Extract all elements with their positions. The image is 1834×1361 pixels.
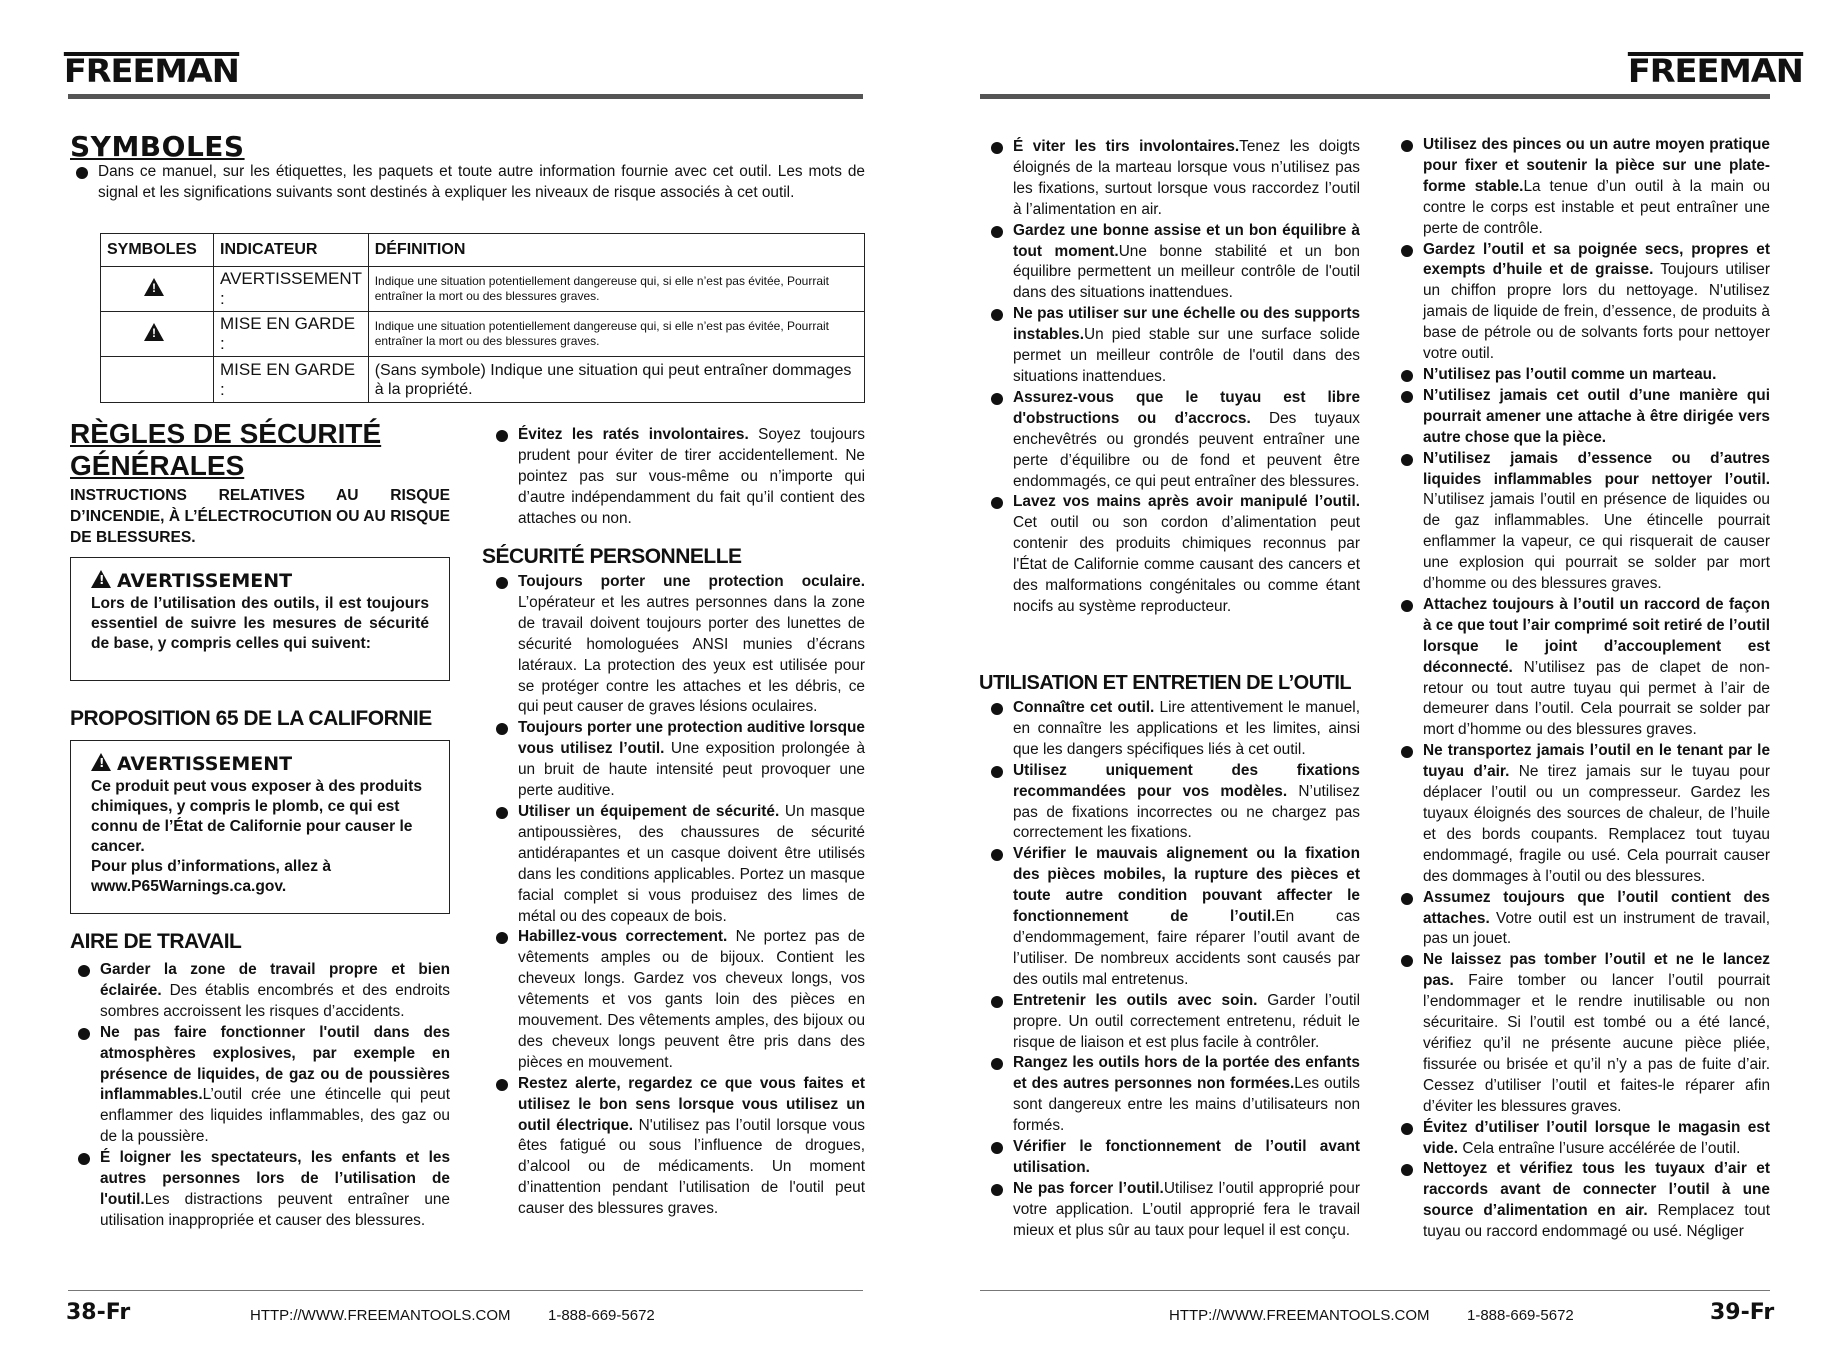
list-item (985, 492, 1360, 617)
list-item-text: Toujours utiliser un chiffon propre lors du nettoyage. N'utilisez jamais de liquide de frein, d’essence, de produits à base de pétrole ou de solvants forts pour nettoyer votre outil. (1423, 261, 1770, 363)
list-item (490, 1074, 865, 1220)
list-item-bold: Connaître cet outil. (1013, 699, 1155, 716)
indicator-cell: MISE EN GARDE : (214, 312, 369, 357)
list-item (1395, 1159, 1770, 1243)
list-item (985, 221, 1360, 305)
table-header: DÉFINITION (368, 234, 864, 267)
list-item (490, 802, 865, 927)
list-item-text: Un pied stable sur une surface solide permet un meilleur contrôle de l'outil dans des situations inattendues. (1013, 326, 1360, 385)
symboles-title: SYMBOLES (70, 130, 245, 163)
warning-triangle-icon (91, 753, 111, 771)
list-item-bold: Ne pas faire fonctionner l'outil dans des atmosphères explosives, par exemple en présence de liquides, de gaz ou de poussières inflammables. (100, 1023, 450, 1104)
list-item-bold: Ne pas utiliser sur une échelle ou des supports instables. (1013, 305, 1360, 344)
footer-phone: 1-888-669-5672 (548, 1307, 655, 1324)
list-item (985, 1179, 1360, 1242)
list-item-text: Lire attentivement le manuel, en connaître les applications et les limites, ainsi que les dangers spécifiques liés à cet outil. (1013, 699, 1360, 758)
list-item (490, 718, 865, 802)
warning-box (70, 557, 450, 681)
list-item (1395, 950, 1770, 1117)
list-item-bold: Ne laissez pas tomber l’outil et ne le lancez pas. (1423, 951, 1770, 990)
symbols-table (100, 233, 865, 403)
list-item (72, 960, 450, 1023)
list-item-text: Les outils sont dangereux entre les mains d’utilisateurs non formés. (1013, 1075, 1360, 1135)
footer-rule (980, 1290, 1770, 1291)
list-item (985, 388, 1360, 493)
list-item-text: N’utilisez pas de fixations incorrectes ou ne chargez pas correctement les fixations. (1013, 782, 1360, 842)
list-item-text: Une exposition prolongée à un bruit de haute intensité peut provoquer une perte auditive. (518, 740, 866, 800)
symboles-intro: Dans ce manuel, sur les étiquettes, les paquets et toute autre information fournie avec cet outil. Les mots de signal et les significations suivants sont destinés à expliquer les niveaux de risque associés à cet outil. (70, 162, 865, 204)
list-item-text: Garder l’outil propre. Un outil correctement entretenu, réduit le risque de liaison et est plus facile à contrôler. (1013, 991, 1360, 1051)
list-item-bold: N’utilisez jamais cet outil d’une manière qui pourrait amener une attache à être dirigée vers autre chose que la pièce. (1423, 386, 1770, 446)
definition-cell: Indique une situation potentiellement dangereuse qui, si elle n’est pas évitée, Pourrait entraîner la mort ou des blessures graves. (368, 312, 864, 357)
footer-phone: 1-888-669-5672 (1467, 1307, 1574, 1324)
list-item (1395, 386, 1770, 449)
indicator-cell: MISE EN GARDE : (214, 357, 369, 403)
list-item-text: Des établis encombrés et des endroits sombres accroissent les risques d’accidents. (100, 981, 450, 1020)
list-item-bold: Utiliser un équipement de sécurité. (518, 802, 780, 820)
list-item-text: Ne tirez jamais sur le tuyau pour déplacer l’outil ou un compresseur. Gardez les tuyaux éloignés des sources de chaleur, de l’huile et des bords coupants. Remplacez tout tuyau endommagé, fragile ou usé. Cela pourrait causer des dommages à l’outil ou des blessures. (1423, 763, 1770, 885)
list-item-text: Faire tomber ou lancer l’outil pourrait l’endommager et le rendre inutilisable ou non sécuritaire. Si l’outil est tombé ou a été lancé, vérifiez qu’il ne présente aucune pièce pliée, fissurée ou brisée et qu’il n’y a pas de fuite d’air. Cessez d’utiliser l’outil et faites-le réparer afin d’éviter les blessures graves. (1423, 972, 1770, 1115)
list-item-text: Utilisez l’outil approprié pour votre application. L’outil approprié fera le travail mieux et plus sûr au taux pour lequel il est conçu. (1013, 1179, 1360, 1239)
list-item-bold: Nettoyez et vérifiez tous les tuyaux d’air et raccords avant de connecter l’outil à une source d’alimentation en air. (1423, 1160, 1770, 1220)
freeman-logo: FREEMAN (63, 52, 239, 90)
list-item (985, 761, 1360, 845)
list-item (985, 844, 1360, 990)
list-item-bold: Toujours porter une protection auditive lorsque vous utilisez l’outil. (518, 719, 865, 758)
footer-rule (68, 1290, 863, 1291)
perso-title: SÉCURITÉ PERSONNELLE (482, 545, 742, 568)
list-item-text: Des tuyaux enchevêtrés ou grondés peuvent entraîner une perte d’équilibre ou de fond et peuvent être endommagés, ce qui peut entraîner des blessures. (1013, 409, 1360, 490)
list-item (1395, 240, 1770, 365)
list-item (72, 1148, 450, 1232)
warning-triangle-icon (91, 570, 111, 588)
prop65-title: PROPOSITION 65 DE LA CALIFORNIE (70, 707, 432, 730)
list-item-bold: Entretenir les outils avec soin. (1013, 991, 1258, 1009)
list-item-bold: Attachez toujours à l’outil un raccord de façon à ce que tout l’air comprimé soit retiré de l’outil lorsque le joint d’accouplement est déconnecté. (1423, 595, 1770, 676)
list-item-bold: Évitez d’utiliser l’outil lorsque le magasin est vide. (1423, 1118, 1770, 1157)
list-item-text: La tenue d’un outil à la main ou contre le corps est instable et peut entraîner une perte de contrôle. (1423, 177, 1771, 237)
util-title: UTILISATION ET ENTRETIEN DE L’OUTIL (979, 672, 1352, 694)
list-item-text: En cas d’endommagement, faire réparer l’outil avant de l’utiliser. De nombreux accidents sont causés par des outils mal entretenus. (1013, 908, 1360, 988)
list-item-text: Soyez toujours prudent pour éviter de tirer accidentellement. Ne pointez pas sur vous-même ou n’importe qui d’autre indépendamment du fait qu’il contient des attaches ou non. (518, 426, 865, 527)
list-item-text: N’utilisez jamais l’outil en présence de liquides ou de gaz inflammables. Une étincelle pourrait enflammer la vapeur, ce qui risquerait de causer une explosion qui pourrait se solder par mort d’homme ou des blessures graves. (1423, 491, 1770, 593)
list-item-text: Les distractions peuvent entraîner une utilisation inappropriée et causer des blessures. (100, 1190, 450, 1229)
list-item-text: L’outil crée une étincelle qui peut enflammer des liquides inflammables, des gaz ou de la poussière. (100, 1086, 450, 1146)
list-item (490, 927, 865, 1073)
warning-link-text: Pour plus d’informations, allez à www.P65Warnings.ca.gov. (91, 858, 332, 895)
table-header: SYMBOLES (101, 234, 214, 267)
list-item-bold: Assurez-vous que le tuyau est libre d'obstructions ou d’accrocs. (1013, 388, 1360, 427)
list-item-text: Cet outil ou son cordon d’alimentation peut contenir des produits chimiques reconnus par l'État de Californie comme causant des cancers et des malformations congénitales ou comme étant nocifs au système reproducteur. (1013, 514, 1360, 615)
footer-url[interactable]: HTTP://WWW.FREEMANTOOLS.COM (1169, 1307, 1430, 1324)
list-item (985, 1137, 1360, 1179)
list-item-bold: Toujours porter une protection oculaire. (518, 573, 865, 590)
list-item-text: Un masque antipoussières, des chaussures de sécurité antidérapantes et un casque doivent être utilisés dans les conditions applicables. Portez un masque facial complet si vous produisez des limes de métal ou des copeaux de bois. (518, 802, 865, 925)
list-item-bold: Ne transportez jamais l’outil en le tenant par le tuyau d’air. (1423, 742, 1770, 781)
warning-triangle-icon (144, 323, 164, 341)
list-item-bold: Ne pas forcer l’outil. (1013, 1179, 1164, 1197)
list-item-bold: Utilisez des pinces ou un autre moyen pratique pour fixer et soutenir la pièce sur une plate-forme stable. (1423, 136, 1770, 195)
page-number: 38-Fr (66, 1300, 131, 1325)
table-header: INDICATEUR (214, 234, 369, 267)
list-item (985, 698, 1360, 761)
warning-title: AVERTISSEMENT (117, 753, 293, 775)
warning-title: AVERTISSEMENT (117, 570, 293, 592)
col2-first-list (490, 425, 865, 530)
list-item (1395, 449, 1770, 595)
list-item (1395, 135, 1770, 240)
list-item-bold: Garder la zone de travail propre et bien éclairée. (100, 961, 450, 999)
list-item (985, 991, 1360, 1054)
list-item (1395, 1118, 1770, 1160)
perso-list (490, 572, 865, 1220)
list-item-text: Cela entraîne l’usure accélérée de l’outil. (1458, 1139, 1741, 1157)
list-item (490, 425, 865, 530)
footer-url[interactable]: HTTP://WWW.FREEMANTOOLS.COM (250, 1307, 511, 1324)
list-item-text: Tenez les doigts éloignés de la marteau lorsque vous n’utilisez pas les fixations, surtout lorsque vous raccordez l’outil à l’alimentation en air. (1013, 138, 1360, 218)
header-rule (980, 94, 1770, 99)
list-item-bold: Gardez l’outil et sa poignée secs, propres et exempts d’huile et de graisse. (1423, 240, 1770, 279)
list-item-bold: Évitez les ratés involontaires. (518, 426, 749, 443)
list-item-bold: N’utilisez jamais d’essence ou d’autres liquides inflammables pour nettoyer l’outil. (1423, 449, 1770, 488)
definition-cell: (Sans symbole) Indique une situation qui peut entraîner dommages à la propriété. (368, 357, 864, 403)
list-item (1395, 595, 1770, 741)
aire-title: AIRE DE TRAVAIL (70, 930, 242, 953)
instructions-text: INSTRUCTIONS RELATIVES AU RISQUE D’INCENDIE, À L’ÉLECTROCUTION OU AU RISQUE DE BLESSURES. (70, 487, 450, 546)
definition-cell: Indique une situation potentiellement dangereuse qui, si elle n’est pas évitée, Pourrait entraîner la mort ou des blessures graves. (368, 267, 864, 312)
list-item-text: Ne portez pas de vêtements amples ou de bijoux. Contient les cheveux longs. Gardez vos cheveux longs, vos vêtements et vos gants loin des pièces en mouvement. Des vêtements amples, des bijoux ou des cheveux longs peuvent être pris dans des pièces en mouvement. (518, 928, 865, 1071)
right-page (917, 0, 1834, 1361)
list-item (1395, 365, 1770, 386)
list-item-text: N'utilisez pas l’outil lorsque vous êtes fatigué ou sous l’influence de drogues, d’alcool ou de médicaments. Un moment d’inattention pendant l’utilisation de l'outil peut causer des blessures graves. (518, 1116, 865, 1218)
list-item-text: Votre outil est un instrument de travail, pas un jouet. (1423, 909, 1770, 948)
list-item-bold: Utilisez uniquement des fixations recommandées pour vos modèles. (1013, 761, 1360, 800)
aire-list (72, 960, 450, 1232)
indicator-cell: AVERTISSEMENT : (214, 267, 369, 312)
list-item-text: Une bonne stabilité et un bon équilibre permettent un meilleur contrôle de l'outil dans des situations inattendues. (1013, 242, 1360, 302)
page-number: 39-Fr (1710, 1300, 1775, 1325)
list-item-bold: É viter les tirs involontaires. (1013, 138, 1240, 155)
list-item-bold: É loigner les spectateurs, les enfants et les autres personnes lors de l’utilisation de l'outil. (100, 1149, 450, 1208)
list-item-bold: Habillez-vous correctement. (518, 928, 728, 946)
list-item (985, 304, 1360, 388)
list-item-text: L’opérateur et les autres personnes dans la zone de travail doivent toujours porter des lunettes de sécurité homologuées ANSI munies d’écrans latéraux. La protection des yeux est utilisée pour se protéger contre les attaches et les débris, ce qui peut causer de graves lésions oculaires. (518, 593, 865, 716)
warning-text: Ce produit peut vous exposer à des produits chimiques, y compris le plomb, ce qui est connu de l’État de Californie pour causer le cancer. (91, 778, 422, 855)
list-item-bold: Vérifier le mauvais alignement ou la fixation des pièces mobiles, la rupture des pièces et toute autre condition pouvant affecter le fonctionnement de l’outil. (1013, 845, 1360, 926)
freeman-logo: FREEMAN (1627, 52, 1803, 90)
list-item (1395, 888, 1770, 951)
list-item-bold: Lavez vos mains après avoir manipulé l’outil. (1013, 493, 1360, 511)
prop65-warning-box (70, 740, 450, 914)
list-item (490, 572, 865, 718)
list-item-bold: Assumez toujours que l’outil contient des attaches. (1423, 888, 1770, 927)
list-item-bold: Vérifier le fonctionnement de l’outil avant utilisation. (1013, 1138, 1360, 1176)
list-item-text: N’utilisez pas de clapet de non-retour ou tout autre tuyau qui permet à l’air de demeurer dans l’outil. Cela pourrait se solder par mort d’homme ou des blessures graves. (1423, 658, 1770, 739)
list-item (985, 1053, 1360, 1137)
list-item (1395, 741, 1770, 887)
header-rule (68, 94, 863, 99)
warning-triangle-icon (144, 278, 164, 296)
warning-text: Lors de l’utilisation des outils, il est toujours essentiel de suivre les mesures de sécurité de base, y compris celles qui suivent: (91, 595, 429, 652)
list-item (985, 137, 1360, 221)
list-item-bold: Gardez une bonne assise et un bon équilibre à tout moment. (1013, 221, 1360, 260)
list-item (72, 1023, 450, 1148)
list-item-bold: N’utilisez pas l’outil comme un marteau. (1423, 365, 1717, 383)
list-item-bold: Restez alerte, regardez ce que vous faites et utilisez le bon sens lorsque vous utilisez un outil électrique. (518, 1074, 865, 1134)
right-col2-list (1395, 135, 1770, 1243)
list-item-bold: Rangez les outils hors de la portée des enfants et des autres personnes non formées. (1013, 1054, 1360, 1093)
list-item-text: Remplacez tout tuyau ou raccord endommagé ou usé. Négliger (1423, 1202, 1770, 1241)
util-list (985, 698, 1360, 1242)
right-col1-list (985, 137, 1360, 618)
regles-title: RÈGLES DE SÉCURITÉ GÉNÉRALES (70, 418, 382, 481)
